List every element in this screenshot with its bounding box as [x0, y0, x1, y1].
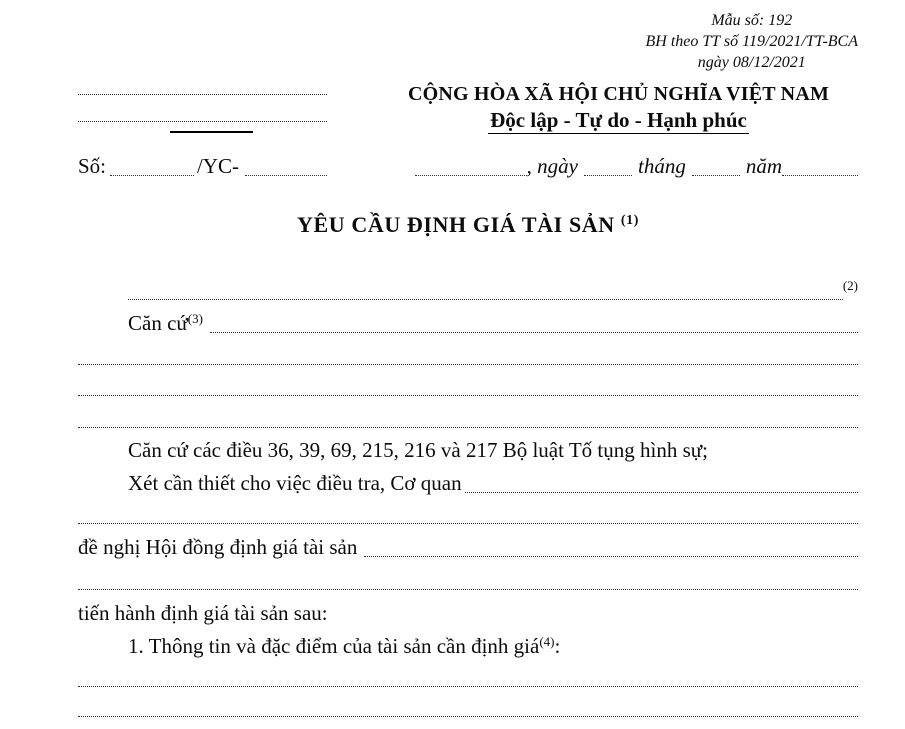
blank-line [78, 396, 858, 428]
blank-line [78, 687, 858, 717]
legal-basis-line [78, 434, 858, 467]
de-nghi-text: đề nghị Hội đồng định giá tài sản [78, 535, 358, 559]
national-header-block [333, 81, 858, 134]
item1-text: 1. Thông tin và đặc điểm của tài sản cần định giá [128, 634, 540, 658]
form-number: Mẫu số: 192 [711, 12, 793, 29]
document-content [78, 0, 858, 717]
agency-name-blank [78, 94, 327, 95]
document-header [78, 81, 858, 134]
thang-label: tháng [637, 154, 686, 178]
footnote-ref-3: (3) [187, 311, 203, 326]
can-cu-label: Căn cứ [128, 311, 188, 335]
xet-can-thiet-text: Xét cần thiết cho việc điều tra, Cơ quan [128, 471, 462, 495]
document-number-blank [110, 150, 194, 176]
national-title: CỘNG HÒA XÃ HỘI CHỦ NGHĨA VIỆT NAM [407, 83, 830, 105]
de-nghi-line [78, 531, 858, 564]
legal-basis-text: Căn cứ các điều 36, 39, 69, 215, 216 và 217 Bộ luật Tố tụng hình sự; [128, 438, 708, 462]
national-motto-text: Độc lập - Tự do - Hạnh phúc [490, 108, 747, 132]
can-cu-line [78, 307, 858, 340]
can-cu-blank [210, 307, 858, 333]
number-and-date-line [78, 150, 858, 183]
year-blank [782, 150, 858, 176]
yc-label: /YC- [197, 154, 240, 178]
valuation-council-blank [364, 531, 858, 557]
national-motto [379, 107, 858, 134]
agency-unit-blank [78, 121, 327, 122]
agency-name-fill-blank [465, 467, 858, 493]
blank-line [78, 340, 858, 365]
form-circular-ref: BH theo TT số 119/2021/TT-BCA [645, 33, 858, 50]
document-title-text: YÊU CẦU ĐỊNH GIÁ TÀI SẢN [297, 212, 615, 237]
blank-line [78, 663, 858, 687]
form-meta-block [646, 10, 858, 73]
footnote-ref-4: (4) [539, 634, 555, 649]
item1-line [78, 630, 858, 663]
form-issue-date: ngày 08/12/2021 [697, 54, 806, 71]
footnote-ref-3-wrap [188, 307, 203, 340]
blank-line [78, 564, 858, 590]
nam-label: năm [745, 154, 782, 178]
tien-hanh-line [78, 597, 858, 630]
yc-suffix-blank [245, 150, 327, 176]
footnote-ref-1: (1) [620, 213, 639, 228]
day-blank [584, 150, 632, 176]
issuing-agency-block [78, 81, 333, 134]
place-blank [415, 150, 527, 176]
month-blank [692, 150, 740, 176]
item1-colon: : [554, 634, 561, 658]
xet-can-thiet-line [78, 467, 858, 500]
tien-hanh-text: tiến hành định giá tài sản sau: [78, 601, 328, 625]
footnote-ref-2-wrap [843, 274, 858, 307]
requesting-agency-blank [128, 274, 843, 300]
footnote-ref-4-wrap [539, 630, 554, 663]
requesting-agency-line [78, 274, 858, 307]
blank-line [78, 365, 858, 396]
blank-line [78, 500, 858, 524]
ngay-label: , ngày [526, 154, 578, 178]
footnote-ref-2: (2) [842, 278, 858, 293]
document-title [78, 208, 858, 242]
so-label: Số: [78, 154, 107, 178]
agency-divider-line [170, 131, 253, 133]
